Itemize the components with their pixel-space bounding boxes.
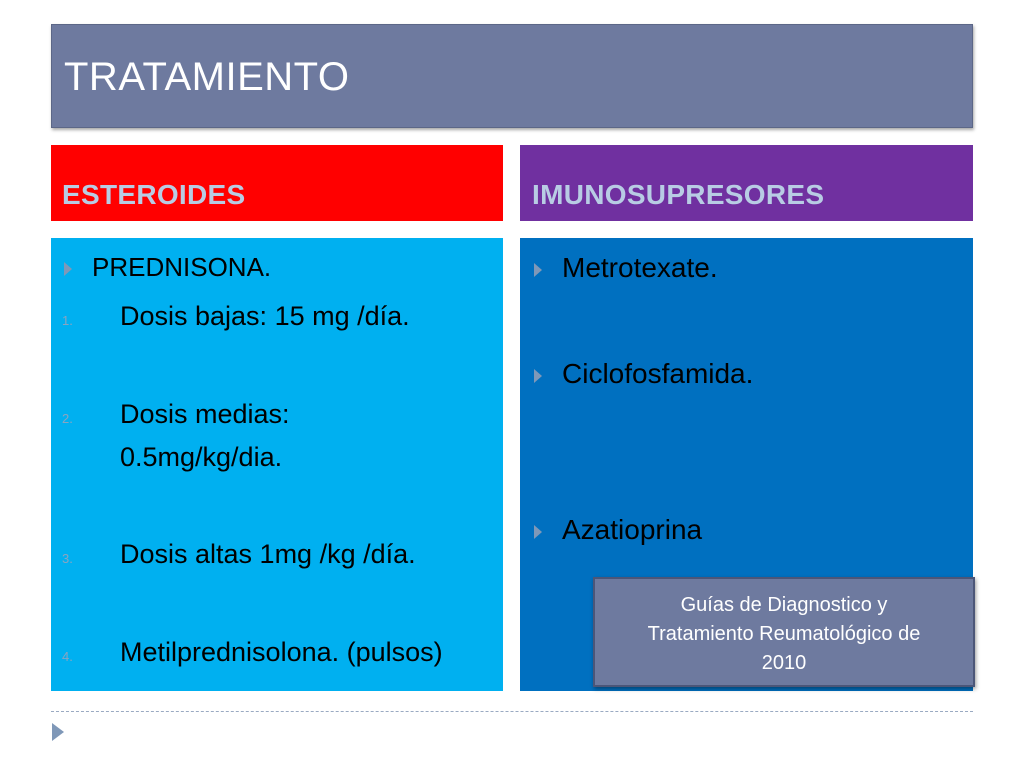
play-arrow-icon[interactable]	[52, 723, 64, 741]
list-number: 3.	[62, 551, 73, 566]
list-number: 4.	[62, 649, 73, 664]
bullet-metrotexate: Metrotexate.	[562, 252, 718, 283]
prednisona-bullet: PREDNISONA.	[92, 252, 272, 282]
esteroides-header	[51, 145, 503, 221]
title-bar	[51, 24, 973, 128]
list-item-metilprednisolona: Metilprednisolona. (pulsos)	[120, 637, 443, 667]
list-number: 1.	[62, 313, 73, 328]
bullet-azatioprina: Azatioprina	[562, 514, 703, 545]
esteroides-content	[51, 238, 503, 691]
slide-title: TRATAMIENTO	[64, 55, 350, 99]
esteroides-header-label: ESTEROIDES	[62, 179, 246, 210]
list-item-dosis-bajas: Dosis bajas: 15 mg /día.	[120, 301, 410, 331]
footer-divider	[51, 711, 973, 712]
reference-box	[593, 577, 975, 687]
imunosupresores-header-label: IMUNOSUPRESORES	[532, 179, 825, 210]
reference-year: 2010	[761, 652, 807, 674]
imunosupresores-header	[520, 145, 973, 221]
triangle-right-icon	[534, 369, 542, 383]
triangle-right-icon	[534, 263, 542, 277]
list-number: 2.	[62, 411, 73, 426]
reference-line: Guías de Diagnostico y	[680, 594, 888, 616]
triangle-right-icon	[534, 525, 542, 539]
triangle-right-icon	[64, 262, 72, 276]
list-item-dosis-medias: Dosis medias:	[120, 399, 290, 429]
bullet-ciclofosfamida: Ciclofosfamida.	[562, 358, 754, 389]
list-item-dosis-altas: Dosis altas 1mg /kg /día.	[120, 539, 416, 569]
list-item-dosis-medias-value: 0.5mg/kg/dia.	[120, 442, 283, 472]
reference-line: Tratamiento Reumatológico de	[647, 623, 921, 645]
